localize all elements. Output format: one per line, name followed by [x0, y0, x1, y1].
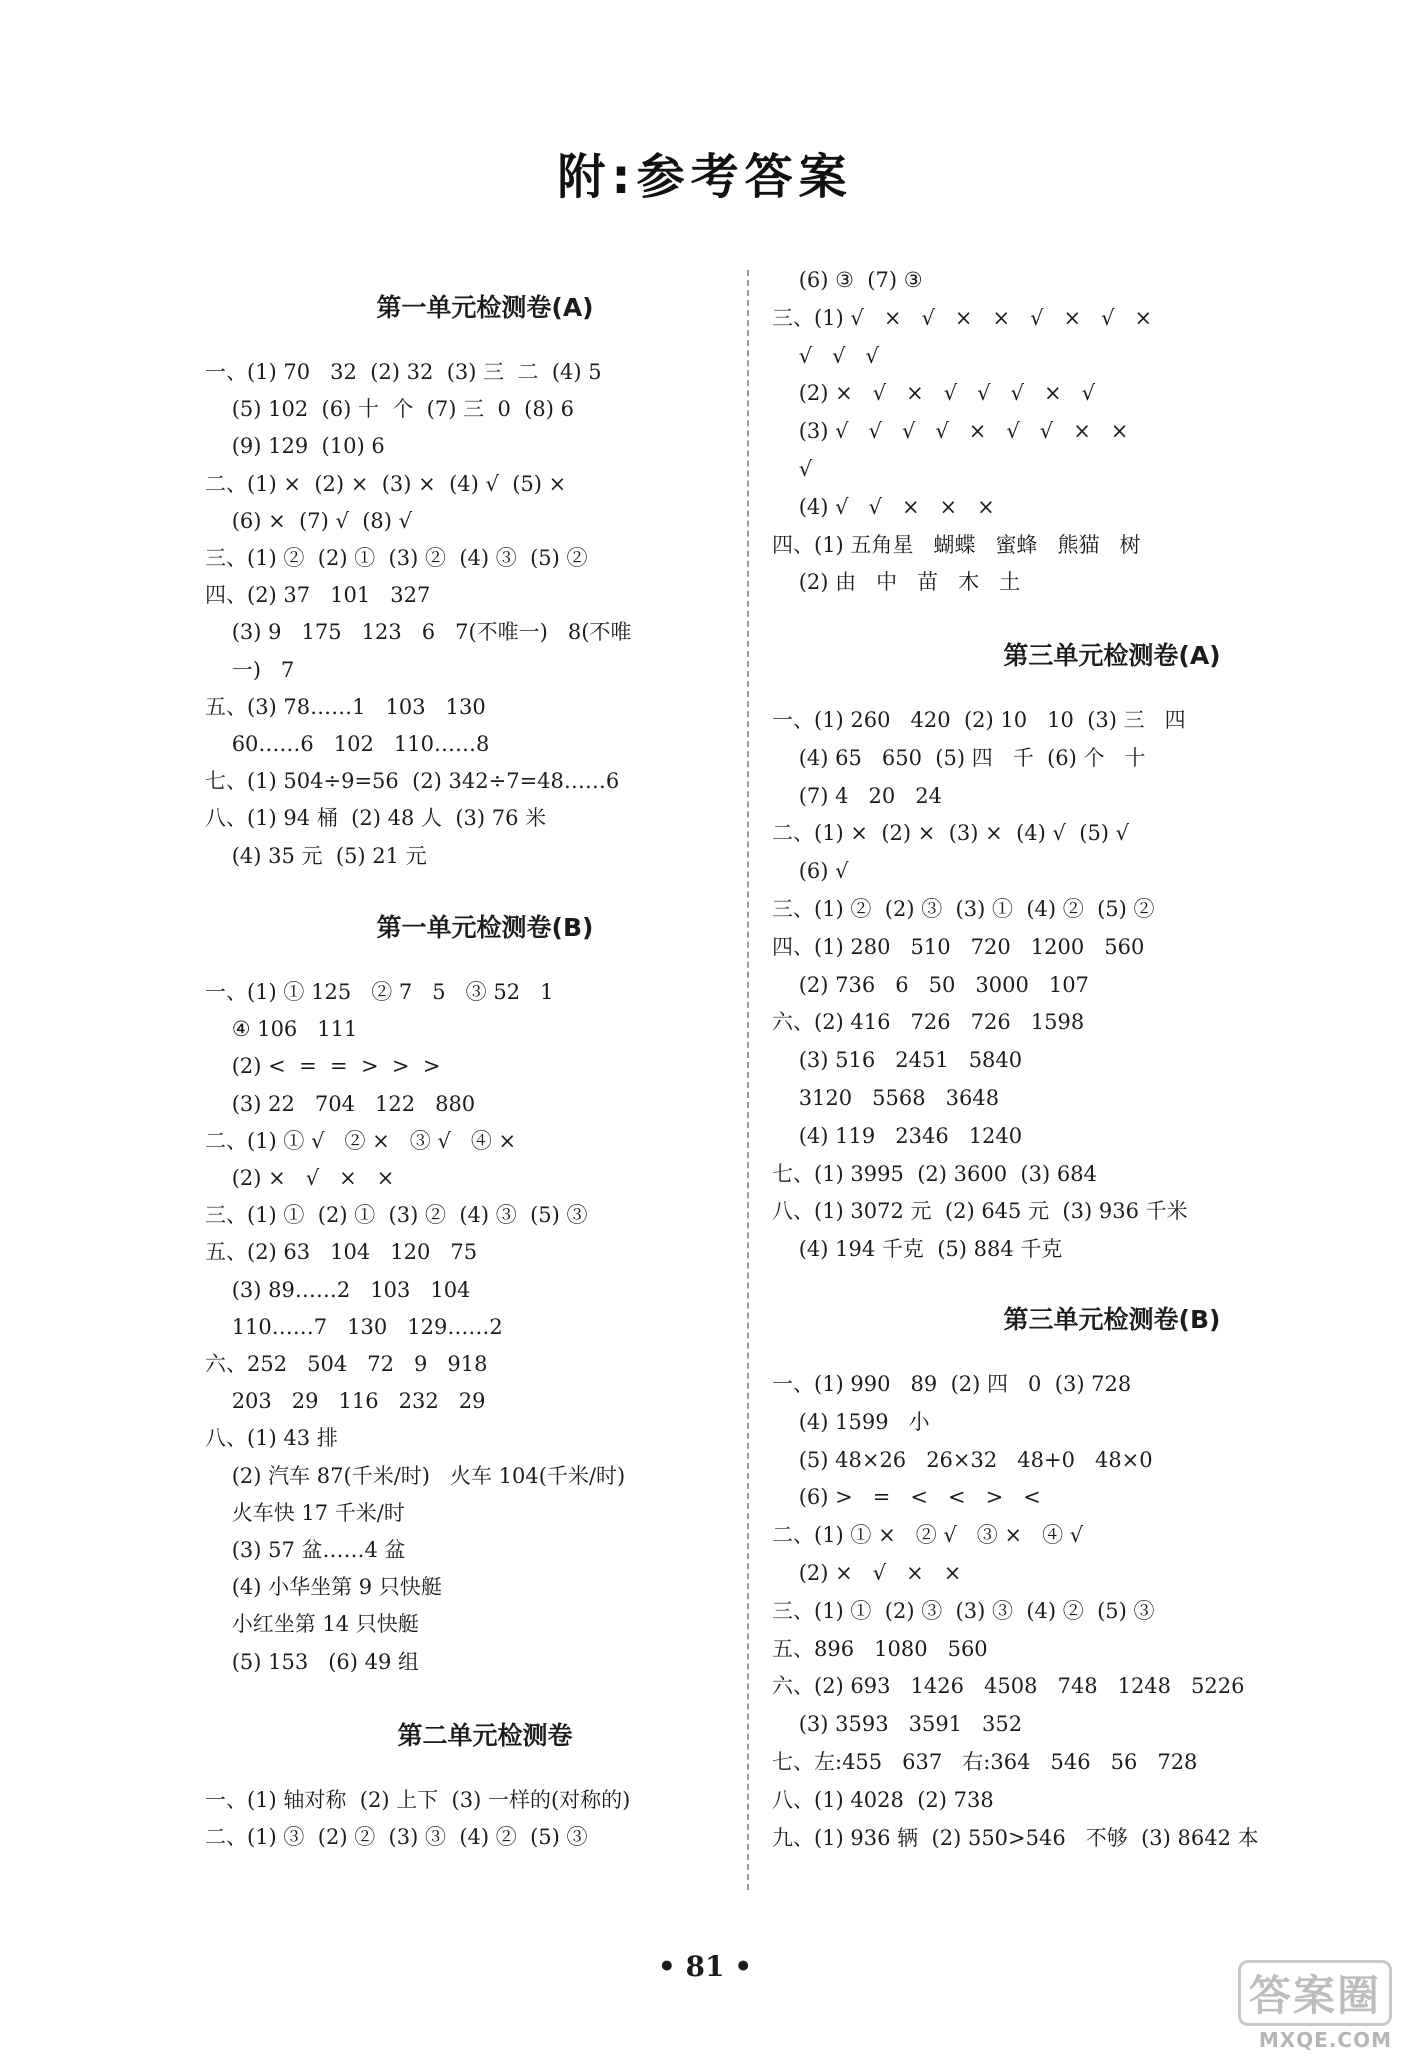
answer-line: 一) 7	[205, 657, 295, 682]
answer-line: (7) 4 20 24	[772, 783, 942, 808]
answer-line: (2) 由 中 苗 木 土	[772, 570, 1021, 595]
answer-line: 小红坐第 14 只快艇	[205, 1612, 419, 1637]
answer-line: 二、(1) × (2) × (3) × (4) √ (5) ×	[205, 471, 567, 496]
answer-line: 七、(1) 504÷9=56 (2) 342÷7=48……6	[205, 769, 620, 794]
answer-line: 八、(1) 4028 (2) 738	[772, 1787, 994, 1812]
answer-line: (4) 35 元 (5) 21 元	[205, 843, 427, 868]
section-title: 第一单元检测卷(B)	[376, 913, 594, 942]
answer-line: (2) × √ × ×	[772, 1561, 962, 1585]
answer-line: 3120 5568 3648	[772, 1086, 1000, 1110]
answer-line: 四、(1) 280 510 720 1200 560	[772, 934, 1145, 959]
answer-line: (3) 89……2 103 104	[205, 1277, 471, 1302]
answer-line: (4) 194 千克 (5) 884 千克	[772, 1237, 1063, 1262]
answer-line: 五、896 1080 560	[772, 1636, 988, 1661]
section-title: 第三单元检测卷(A)	[1003, 641, 1221, 670]
watermark-url: MXQE.COM	[1258, 2028, 1392, 2052]
answer-line: √	[772, 457, 813, 481]
column-divider	[747, 270, 749, 1890]
answer-line: (4) √ √ × × ×	[772, 494, 995, 519]
watermark	[1238, 1960, 1392, 2052]
page-title: 附:参考答案	[557, 149, 853, 205]
answer-line: √ √ √	[772, 343, 879, 368]
answer-line: 一、(1) 990 89 (2) 四 0 (3) 728	[772, 1372, 1132, 1396]
answer-line: (2) 736 6 50 3000 107	[772, 972, 1089, 997]
answer-line: 二、(1) ① × ② √ ③ × ④ √	[772, 1523, 1084, 1548]
answer-line: (3) 57 盆……4 盆	[205, 1538, 406, 1562]
watermark-logo: 答案圈	[1238, 1960, 1392, 2026]
answer-line: (3) 22 704 122 880	[205, 1091, 476, 1116]
section-title: 第一单元检测卷(A)	[376, 293, 594, 322]
answer-line: 二、(1) × (2) × (3) × (4) √ (5) √	[772, 821, 1130, 846]
answer-line: 一、(1) 260 420 (2) 10 10 (3) 三 四	[772, 708, 1186, 732]
answer-line: 六、252 504 72 9 918	[205, 1352, 488, 1376]
answer-line: 八、(1) 3072 元 (2) 645 元 (3) 936 千米	[772, 1199, 1188, 1224]
answer-line: (2) 汽车 87(千米/时) 火车 104(千米/时)	[205, 1463, 626, 1488]
answer-line: 七、(1) 3995 (2) 3600 (3) 684	[772, 1161, 1097, 1186]
answer-line: (3) √ √ √ √ × √ √ × ×	[772, 419, 1129, 444]
answer-line: 203 29 116 232 29	[205, 1389, 486, 1414]
answer-line: (3) 516 2451 5840	[772, 1048, 1023, 1073]
answer-line: 三、(1) √ × √ × × √ × √ ×	[772, 305, 1153, 330]
answer-line: 六、(2) 693 1426 4508 748 1248 5226	[772, 1674, 1245, 1699]
answer-line: 五、(3) 78……1 103 130	[205, 694, 486, 719]
answer-line: (6) > = < < > <	[772, 1485, 1041, 1510]
answer-line: 三、(1) ① (2) ③ (3) ③ (4) ② (5) ③	[772, 1598, 1155, 1623]
answer-line: 三、(1) ② (2) ① (3) ② (4) ③ (5) ②	[205, 546, 588, 570]
answer-line: 四、(2) 37 101 327	[205, 583, 431, 608]
answer-line: (5) 153 (6) 49 组	[205, 1649, 420, 1674]
answer-line: 三、(1) ① (2) ① (3) ② (4) ③ (5) ③	[205, 1203, 588, 1228]
answer-line: 110……7 130 129……2	[205, 1314, 503, 1339]
answer-line: 一、(1) 轴对称 (2) 上下 (3) 一样的(对称的)	[205, 1788, 631, 1812]
answer-line: ④ 106 111	[205, 1017, 358, 1042]
answer-line: 四、(1) 五角星 蝴蝶 蜜蜂 熊猫 树	[772, 532, 1141, 557]
page-number: • 81 •	[657, 1950, 753, 1983]
answer-line: (4) 1599 小	[772, 1409, 930, 1434]
answer-line: (2) × √ × ×	[205, 1166, 395, 1190]
answer-line: (5) 48×26 26×32 48+0 48×0	[772, 1447, 1153, 1472]
answer-line: 七、左:455 637 右:364 546 56 728	[772, 1750, 1198, 1774]
answer-line: 六、(2) 416 726 726 1598	[772, 1010, 1085, 1035]
answer-line: (6) ③ (7) ③	[772, 268, 923, 292]
answer-line: 八、(1) 94 桶 (2) 48 人 (3) 76 米	[205, 806, 547, 831]
answer-line: (4) 65 650 (5) 四 千 (6) 个 十	[772, 745, 1146, 770]
answer-line: 60……6 102 110……8	[205, 732, 490, 756]
answer-line: 五、(2) 63 104 120 75	[205, 1240, 478, 1265]
section-title: 第三单元检测卷(B)	[1003, 1305, 1221, 1334]
answer-line: (4) 119 2346 1240	[772, 1123, 1023, 1148]
answer-line: 火车快 17 千米/时	[205, 1500, 405, 1525]
section-title: 第二单元检测卷	[397, 1721, 573, 1750]
answer-line: (4) 小华坐第 9 只快艇	[205, 1575, 442, 1600]
answer-line: (2) × √ × √ √ √ × √	[772, 381, 1095, 406]
answer-line: 一、(1) 70 32 (2) 32 (3) 三 二 (4) 5	[205, 360, 602, 384]
answer-line: (6) √	[772, 859, 849, 884]
answer-line: 九、(1) 936 辆 (2) 550>546 不够 (3) 8642 本	[772, 1825, 1259, 1850]
answer-line: (3) 9 175 123 6 7(不唯一) 8(不唯	[205, 620, 632, 645]
answer-line: 二、(1) ① √ ② × ③ √ ④ ×	[205, 1128, 517, 1153]
answer-line: (2) < = = > > >	[205, 1054, 441, 1079]
answer-line: (6) × (7) √ (8) √	[205, 508, 413, 533]
answer-line: (9) 129 (10) 6	[205, 434, 385, 459]
answer-line: (5) 102 (6) 十 个 (7) 三 0 (8) 6	[205, 397, 574, 422]
answer-line: 二、(1) ③ (2) ② (3) ③ (4) ② (5) ③	[205, 1825, 588, 1850]
answer-line: 一、(1) ① 125 ② 7 5 ③ 52 1	[205, 980, 554, 1004]
answer-line: 三、(1) ② (2) ③ (3) ① (4) ② (5) ②	[772, 897, 1155, 921]
answer-line: 八、(1) 43 排	[205, 1426, 338, 1451]
answer-line: (3) 3593 3591 352	[772, 1712, 1023, 1737]
